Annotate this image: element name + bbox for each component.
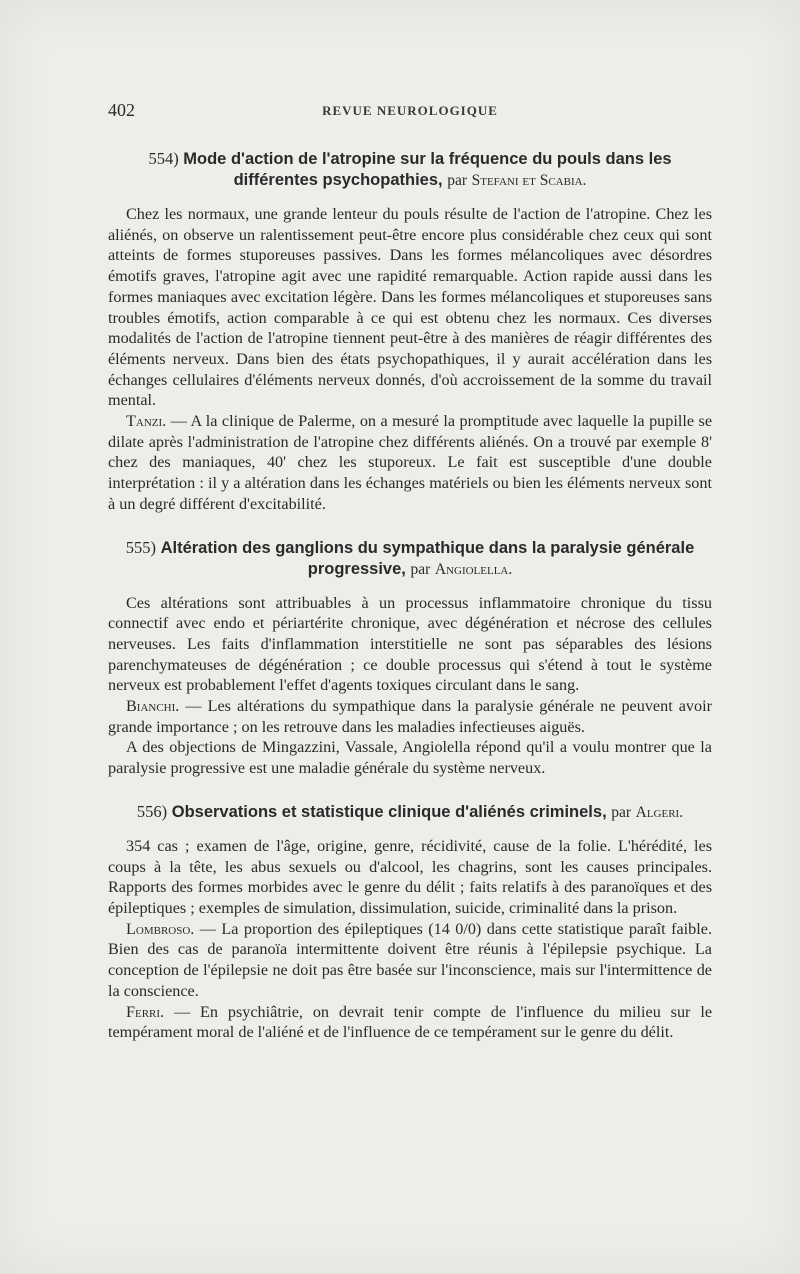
entry-heading bbox=[108, 801, 712, 823]
entry-paragraph: Chez les normaux, une grande lenteur du pouls résulte de l'action de l'atropine. Chez les aliénés, on observe un ralentissement peut-être encore plus considérable chez ceux qui sont atteints de formes stuporeuses passives. Dans les formes mélancoliques avec désordres émotifs graves, l'atropine agit avec une rapidité remarquable. Action rapide aussi dans les formes maniaques avec excitation légère. Dans les formes mélancoliques et stuporeuses sans troubles émotifs, action comparable à ce qui est obtenu chez les normaux. Ces diverses modalités de l'action de l'atropine tiennent peut-être à des manières de réagir différentes des éléments nerveux. Dans bien des états psychopathiques, il y aurait accélération dans les échanges cellulaires d'éléments nerveux donnés, d'où accroissement de la somme du travail mental. bbox=[108, 205, 712, 410]
discussant-name: Bianchi. bbox=[126, 697, 180, 716]
entry-by: par bbox=[611, 803, 632, 821]
entry-authors: Angiolella. bbox=[434, 560, 513, 578]
entry-heading bbox=[108, 537, 712, 580]
entry-heading bbox=[108, 148, 712, 191]
discussion-text: — En psychiâtrie, on devrait tenir compte de l'influence du milieu sur le tempérament moral de l'aliéné et de l'influence de ce tempérament sur le genre du délit. bbox=[108, 1002, 713, 1042]
abstract-entry-555 bbox=[108, 537, 712, 779]
discussion-text: — La proportion des épileptiques (14 0/0) dans cette statistique paraît faible. Bien des cas de paranoïa intermittente doivent être réunis à l'épilepsie psychique. La conception de l'épilepsie ne doit pas être basée sur l'inconscience, mais sur l'intermittence de la conscience. bbox=[108, 919, 712, 1000]
discussion-text: — Les altérations du sympathique dans la paralysie générale ne peuvent avoir grande importance ; on les retrouve dans les maladies infectieuses aiguës. bbox=[108, 697, 712, 736]
discussant-name: Ferri. bbox=[126, 1002, 165, 1021]
discussant-name: Lombroso. bbox=[126, 919, 195, 938]
entry-paragraph: 354 cas ; examen de l'âge, origine, genre, récidivité, cause de la folie. L'hérédité, les coups à la tête, les abus sexuels ou d'alcool, les chagrins, sont les causes principales. Rapports des formes morbides avec le genre du délit ; faits relatifs à des paranoïques et des épileptiques ; exemples de simulation, dissimulation, suicide, criminalité dans la prison. bbox=[108, 836, 712, 917]
abstract-entry-554 bbox=[108, 148, 712, 515]
entry-authors: Stefani et Scabia. bbox=[471, 172, 587, 189]
running-title: REVUE NEUROLOGIQUE bbox=[322, 103, 498, 118]
abstract-entry-556 bbox=[108, 801, 712, 1043]
discussion-paragraph bbox=[108, 696, 712, 737]
page-number: 402 bbox=[108, 100, 135, 120]
discussion-paragraph bbox=[108, 737, 712, 778]
entry-paragraph: Ces altérations sont attribuables à un processus inflammatoire chronique du tissu connectif avec endo et périartérite chronique, avec dégénération et nécrose des cellules nerveuses. Les faits d'inflammation interstitielle ne sont pas séparables des lésions parenchymateuses de dégénération ; ce double processus qui s'étend à tout le système nerveux est probablement l'effet d'agents toxiques circulant dans le sang. bbox=[108, 593, 712, 695]
entry-title: Mode d'action de l'atropine sur la fréquence du pouls dans les différentes psychopathies, bbox=[183, 150, 672, 189]
entry-number: 554) bbox=[148, 149, 179, 168]
entry-number: 556) bbox=[136, 801, 168, 821]
entry-authors: Algeri. bbox=[635, 803, 684, 821]
discussion-paragraph bbox=[108, 1002, 712, 1043]
discussant-name: Tanzi. bbox=[126, 412, 167, 431]
discussion-text: A des objections de Mingazzini, Vassale, Angiolella répond qu'il a voulu montrer que la paralysie progressive est une maladie générale du système nerveux. bbox=[108, 738, 712, 778]
discussion-text: — A la clinique de Palerme, on a mesuré la promptitude avec laquelle la pupille se dilate après l'administration de l'atropine chez différents aliénés. On a trouvé par exemple 8' chez des maniaques, 40' chez les stuporeux. Le fait est susceptible d'une double interprétation : il y a altération dans les échanges matériels ou bien les éléments nerveux sont à un degré différent d'excitabilité. bbox=[108, 412, 713, 513]
discussion-paragraph bbox=[108, 919, 712, 1002]
page-header bbox=[108, 100, 712, 124]
entry-by: par bbox=[447, 172, 468, 189]
entry-by: par bbox=[410, 560, 431, 578]
entry-title: Altération des ganglions du sympathique dans la paralysie générale progressive, bbox=[160, 538, 695, 578]
entry-number: 555) bbox=[125, 537, 156, 557]
entry-title: Observations et statistique clinique d'aliénés criminels, bbox=[171, 802, 607, 821]
page-body bbox=[108, 148, 712, 1065]
discussion-paragraph bbox=[108, 411, 712, 515]
